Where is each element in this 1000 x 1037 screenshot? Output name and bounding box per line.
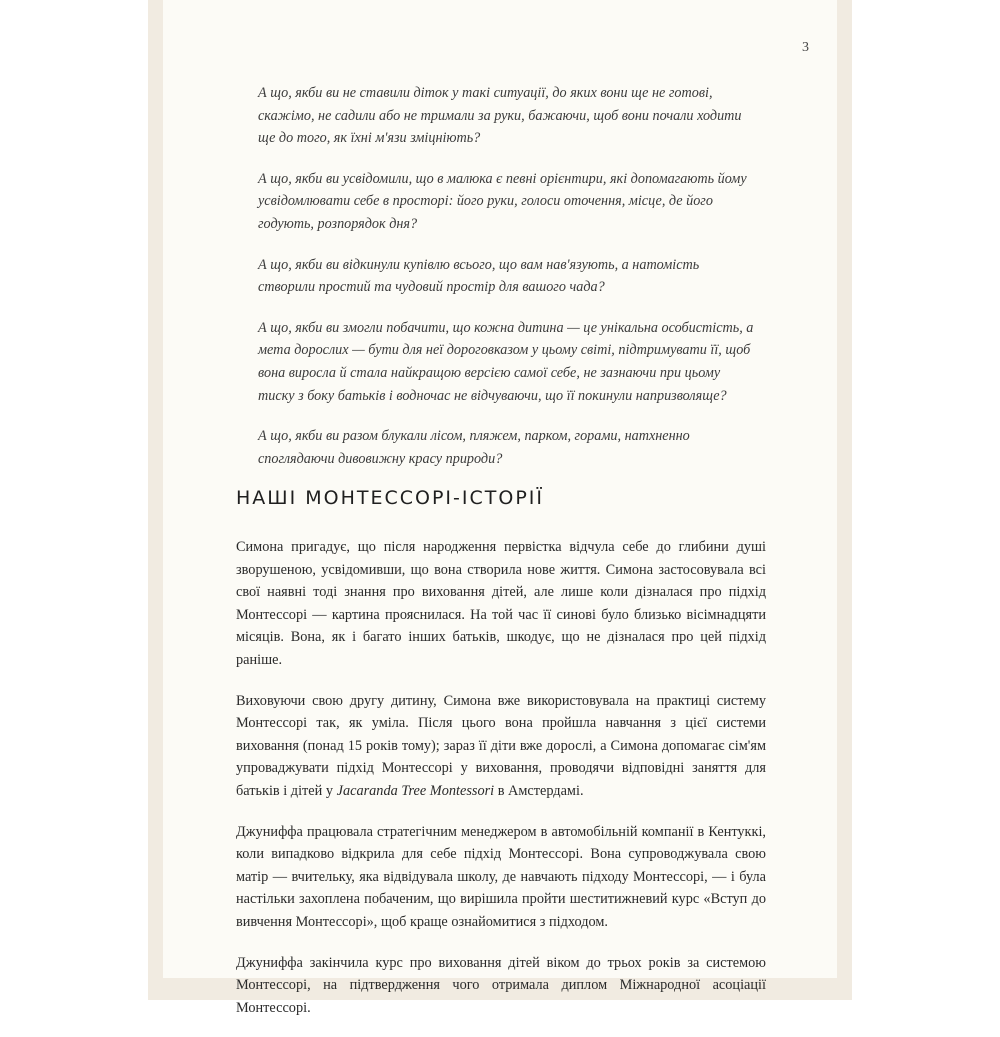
book-page [163, 0, 837, 1016]
intro-paragraph: А що, якби ви усвідомили, що в малюка є певні орієнтири, які допомагають йому усвідомлювати себе в просторі: його руки, голоси оточення, місце, де його годують, розпорядок дня? [258, 170, 747, 232]
page-number: 3 [802, 40, 809, 55]
intro-paragraph: А що, якби ви відкинули купівлю всього, що вам нав'язують, а натомість створили простий та чудовий простір для вашого чада? [258, 256, 700, 296]
story-paragraph: Симона пригадує, що після народження первістка відчула себе до глибини душі зворушеною, усвідомивши, що вона створила нове життя. Симона застосовувала всі свої наявні тоді знання про виховання дітей, але лише коли дізналася про підхід Монтессорі — картина прояснилася. На той час її синові було близько вісімнадцяти місяців. Вона, як і багато інших батьків, шкодує, що не дізналася про цей підхід раніше. [236, 539, 766, 668]
school-name: Jacaranda Tree Montessori [336, 782, 495, 799]
intro-paragraph: А що, якби ви разом блукали лісом, пляжем, парком, горами, натхненно споглядаючи дивовижну красу природи? [258, 428, 690, 467]
intro-paragraph: А що, якби ви змогли побачити, що кожна дитина — це унікальна особистість, а мета дорослих — бути для неї дороговказом у цьому світі, підтримувати її, щоб вона виросла й стала найкращою версією самої себе, не зазнаючи при цьому тиску з боку батьків і водночас не відчуваючи, що її покинули напризволяще? [258, 319, 754, 404]
story-text: в Амстердамі. [494, 782, 584, 799]
story-paragraph [236, 690, 766, 803]
story-paragraph: Джуниффа закінчила курс про виховання дітей віком до трьох років за системою Монтессорі, на підтвердження чого отримала диплом Міжнародної асоціації Монтессорі. [236, 954, 766, 1016]
intro-questions [258, 82, 758, 488]
section-heading: НАШІ МОНТЕССОРІ-ІСТОРІЇ [236, 487, 544, 509]
story-body [236, 536, 766, 1037]
intro-paragraph: А що, якби ви не ставили діток у такі ситуації, до яких вони ще не готові, скажімо, не садили або не тримали за руки, бажаючи, щоб вони почали ходити ще до того, як їхні м'язи зміцніють? [258, 85, 742, 147]
story-text: Виховуючи свою другу дитину, Симона вже використовувала на практиці систему Монтессорі так, як уміла. Після цього вона пройшла навчання з цієї системи виховання (понад 15 років тому); зараз її діти вже дорослі, а Симона допомагає сім'ям упроваджувати підхід Монтессорі у виховання, проводячи відповідні заняття для батьків і дітей у [236, 692, 766, 799]
story-paragraph: Джуниффа працювала стратегічним менеджером в автомобільній компанії в Кентуккі, коли випадково відкрила для себе підхід Монтессорі. Вона супроводжувала свою матір — вчительку, яка відвідувала школу, де навчають підходу Монтессорі, — і була настільки захоплена побаченим, що вирішила пройти шеститижневий курс «Вступ до вивчення Монтессорі», щоб краще ознайомитися з підходом. [236, 823, 766, 930]
